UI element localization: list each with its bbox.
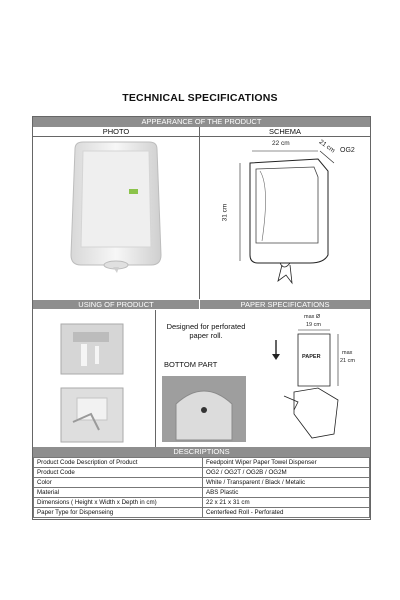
spec-value: 22 x 21 x 31 cm <box>203 498 370 508</box>
bottom-part-label: BOTTOM PART <box>164 360 218 369</box>
bottom-part-photo <box>156 370 253 450</box>
spec-key: Color <box>34 478 203 488</box>
spec-value: Centerfeed Roll - Perforated <box>203 508 370 518</box>
using-header: USING OF PRODUCT <box>33 300 199 309</box>
paper-label: PAPER <box>302 354 321 360</box>
bottom-part-panel <box>156 310 253 447</box>
spec-value: Feedpoint Wiper Paper Towel Dispenser <box>203 458 370 468</box>
paper-height: 21 cm <box>340 358 355 364</box>
schema-height: 31 cm <box>221 203 229 222</box>
spec-key: Material <box>34 488 203 498</box>
table-row <box>34 488 370 498</box>
schema-panel <box>200 137 370 299</box>
paper-diameter: 19 cm <box>306 322 321 328</box>
appearance-header: APPEARANCE OF THE PRODUCT <box>33 117 370 127</box>
schema-label: SCHEMA <box>200 127 370 137</box>
paper-header: PAPER SPECIFICATIONS <box>200 300 370 309</box>
paper-spec-panel <box>254 310 370 447</box>
photo-panel <box>33 137 199 299</box>
paper-max-d: max Ø <box>304 314 321 320</box>
usage-note: Designed for perforated paper roll. <box>166 322 246 340</box>
dispenser-photo <box>33 137 199 299</box>
spec-value: White / Transparent / Black / Metalic <box>203 478 370 488</box>
schema-depth: 21 cm <box>317 138 337 155</box>
spec-key: Paper Type for Dispenseing <box>34 508 203 518</box>
spec-key: Product Code <box>34 468 203 478</box>
spec-table <box>33 457 370 518</box>
paper-roll-diagram <box>254 310 370 447</box>
table-row <box>34 498 370 508</box>
usage-photos <box>33 310 155 447</box>
table-row <box>34 458 370 468</box>
spec-key: Dimensions ( Height x Width x Depth in cm) <box>34 498 203 508</box>
descriptions-header: DESCRIPTIONS <box>33 447 370 457</box>
usage-photo <box>33 310 155 447</box>
spec-key: Product Code Description of Product <box>34 458 203 468</box>
schema-width: 22 cm <box>272 140 290 147</box>
spec-value: ABS Plastic <box>203 488 370 498</box>
table-row <box>34 508 370 518</box>
spec-sheet <box>32 116 371 520</box>
paper-max-h: max <box>342 350 353 356</box>
spec-value: OG2 / OG2T / OG2B / OG2M <box>203 468 370 478</box>
table-row <box>34 468 370 478</box>
page-title: TECHNICAL SPECIFICATIONS <box>122 92 278 104</box>
photo-label: PHOTO <box>33 127 199 137</box>
table-row <box>34 478 370 488</box>
schema-model: OG2 <box>340 147 355 154</box>
